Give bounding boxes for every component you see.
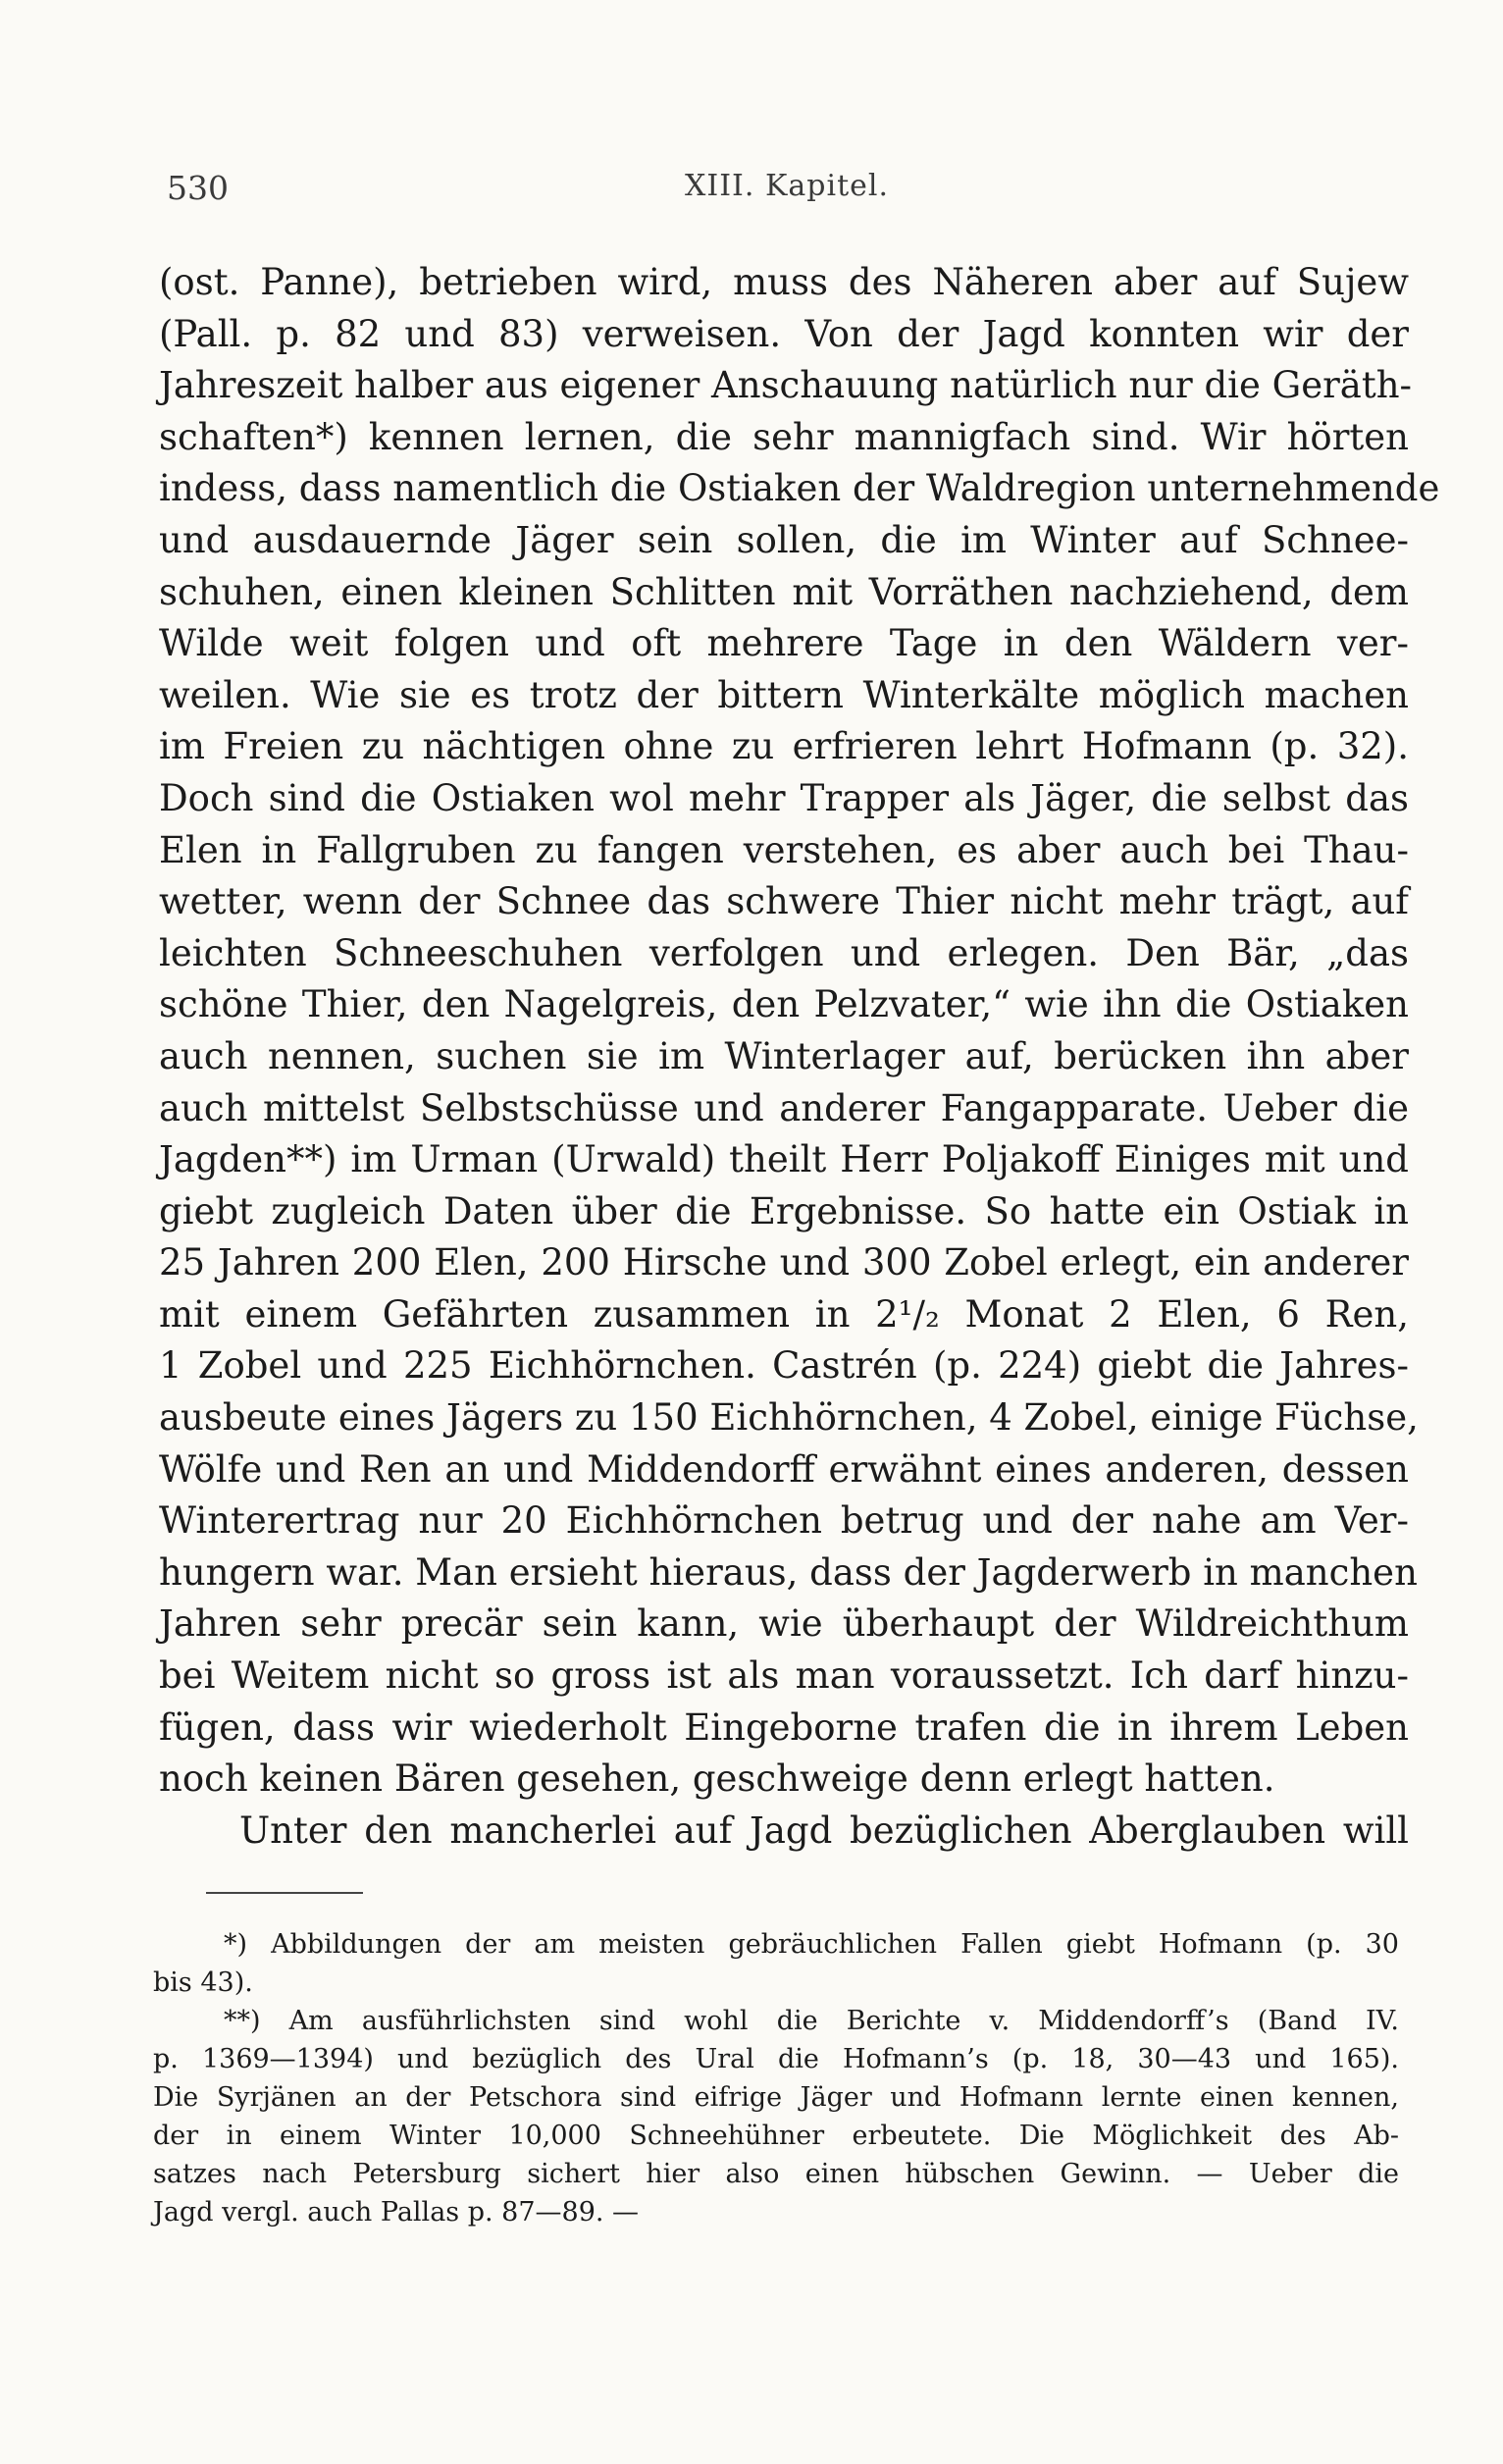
text-line: ausbeute eines Jägers zu 150 Eichhörnchen, 4 Zobel, einige Füchse, <box>159 1396 1419 1440</box>
text-line: schuhen, einen kleinen Schlitten mit Vorräthen nachziehend, dem <box>159 570 1409 613</box>
text-line: (Pall. p. 82 und 83) verweisen. Von der Jagd konnten wir der <box>159 312 1409 355</box>
text-line: Jahreszeit halber aus eigener Anschauung natürlich nur die Geräth- <box>159 364 1413 407</box>
footnote-line: bis 43). <box>153 1967 253 1998</box>
footnote-separator <box>206 1892 363 1894</box>
text-line: Jahren sehr precär sein kann, wie überhaupt der Wildreichthum <box>159 1602 1409 1646</box>
text-line: schaften*) kennen lernen, die sehr mannigfach sind. Wir hörten <box>159 415 1409 458</box>
text-line: schöne Thier, den Nagelgreis, den Pelzvater,“ wie ihn die Ostiaken <box>159 983 1409 1026</box>
text-line: 1 Zobel und 225 Eichhörnchen. Castrén (p. 224) giebt die Jahres- <box>159 1344 1409 1388</box>
footnote-line: der in einem Winter 10,000 Schneehühner erbeutete. Die Möglichkeit des Ab- <box>153 2121 1399 2151</box>
running-head: XIII. Kapitel. <box>685 169 890 203</box>
page-header <box>167 169 1409 218</box>
text-line: giebt zugleich Daten über die Ergebnisse. So hatte ein Ostiak in <box>159 1189 1409 1232</box>
text-line: Doch sind die Ostiaken wol mehr Trapper als Jäger, die selbst das <box>159 776 1409 819</box>
text-line: indess, dass namentlich die Ostiaken der Waldregion unternehmende <box>159 467 1440 510</box>
footnote-line: Die Syrjänen an der Petschora sind eifrige Jäger und Hofmann lernte einen kennen, <box>153 2082 1399 2113</box>
page-number: 530 <box>167 169 229 207</box>
text-line: noch keinen Bären gesehen, geschweige denn erlegt hatten. <box>159 1757 1275 1801</box>
text-line: wetter, wenn der Schnee das schwere Thier nicht mehr trägt, auf <box>159 880 1409 923</box>
text-line: Jagden**) im Urman (Urwald) theilt Herr Poljakoff Einiges mit und <box>159 1138 1409 1181</box>
text-line: und ausdauernde Jäger sein sollen, die im Winter auf Schnee- <box>159 518 1409 561</box>
text-line: im Freien zu nächtigen ohne zu erfrieren lehrt Hofmann (p. 32). <box>159 725 1409 768</box>
footnote-line: *) Abbildungen der am meisten gebräuchlichen Fallen giebt Hofmann (p. 30 <box>224 1929 1399 1960</box>
footnote-line: Jagd vergl. auch Pallas p. 87—89. — <box>153 2197 640 2228</box>
text-line: auch mittelst Selbstschüsse und anderer Fangapparate. Ueber die <box>159 1086 1409 1129</box>
footnotes <box>153 1925 1399 2231</box>
text-line: hungern war. Man ersieht hieraus, dass der Jagderwerb in manchen <box>159 1550 1418 1594</box>
text-line: mit einem Gefährten zusammen in 2¹/₂ Monat 2 Elen, 6 Ren, <box>159 1292 1409 1336</box>
footnote-line: **) Am ausführlichsten sind wohl die Berichte v. Middendorff’s (Band IV. <box>224 2006 1399 2036</box>
text-line: bei Weitem nicht so gross ist als man voraussetzt. Ich darf hinzu- <box>159 1654 1409 1698</box>
text-line: leichten Schneeschuhen verfolgen und erlegen. Den Bär, „das <box>159 931 1409 974</box>
text-line: 25 Jahren 200 Elen, 200 Hirsche und 300 Zobel erlegt, ein anderer <box>159 1241 1409 1284</box>
footnote-line: p. 1369—1394) und bezüglich des Ural die Hofmann’s (p. 18, 30—43 und 165). <box>153 2044 1399 2074</box>
text-line: Winterertrag nur 20 Eichhörnchen betrug und der nahe am Ver- <box>159 1499 1409 1543</box>
text-line: Wölfe und Ren an und Middendorff erwähnt eines anderen, dessen <box>159 1447 1409 1491</box>
text-line: fügen, dass wir wiederholt Eingeborne trafen die in ihrem Leben <box>159 1705 1409 1749</box>
text-line: weilen. Wie sie es trotz der bittern Winterkälte möglich machen <box>159 673 1409 716</box>
body-text <box>159 257 1440 1857</box>
text-line: auch nennen, suchen sie im Winterlager auf, berücken ihn aber <box>159 1034 1409 1077</box>
text-line: Elen in Fallgruben zu fangen verstehen, es aber auch bei Thau- <box>159 828 1409 871</box>
text-line: Unter den mancherlei auf Jagd bezüglichen Aberglauben will <box>239 1809 1409 1852</box>
footnote-line: satzes nach Petersburg sichert hier also einen hübschen Gewinn. — Ueber die <box>153 2159 1399 2189</box>
text-line: Wilde weit folgen und oft mehrere Tage in den Wäldern ver- <box>159 622 1409 665</box>
text-line: (ost. Panne), betrieben wird, muss des Näheren aber auf Sujew <box>159 261 1409 303</box>
